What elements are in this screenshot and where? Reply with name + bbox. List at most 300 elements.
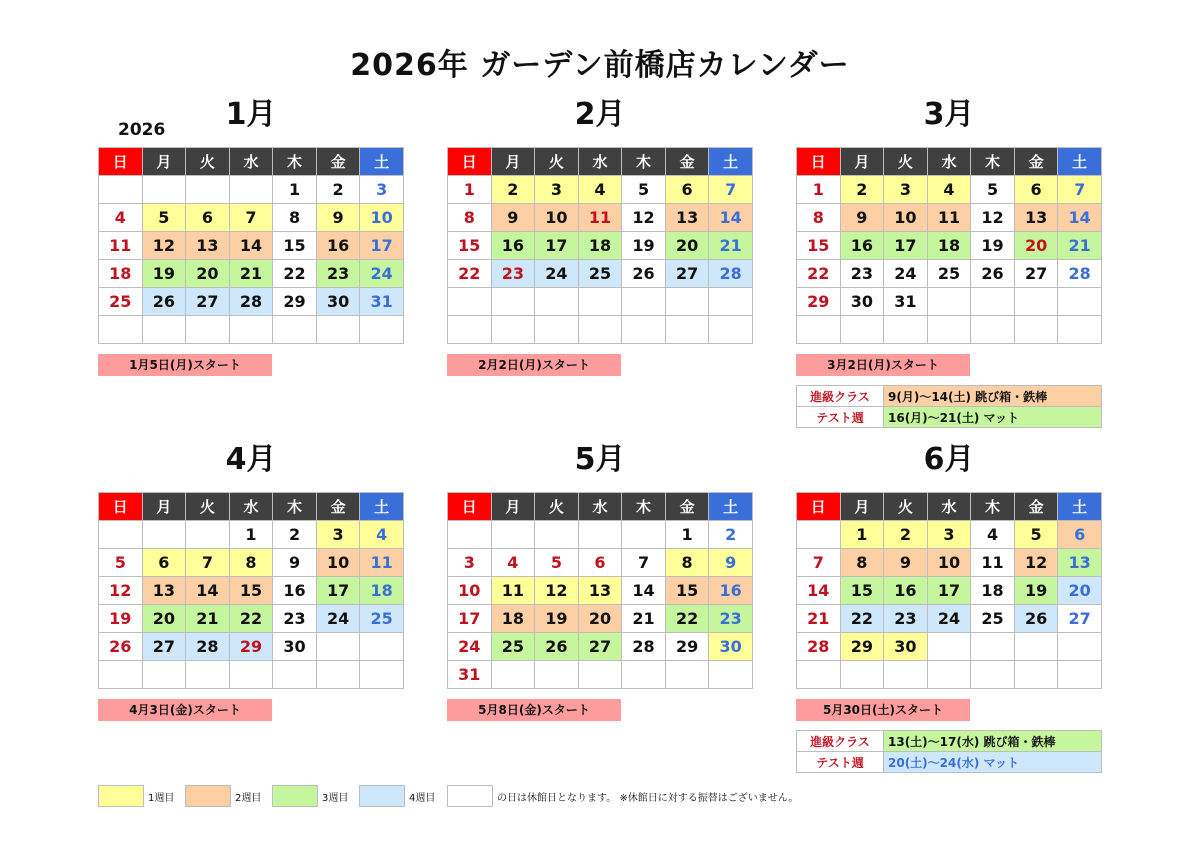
month-calendar [447,95,753,376]
day-cell [927,316,971,344]
schedule-text: 13(土)～17(水) 跳び箱・鉄棒 [884,731,1102,752]
day-cell [622,316,666,344]
day-cell [535,521,579,549]
week-row [99,577,404,605]
day-cell: 5 [142,204,186,232]
day-cell: 27 [578,633,622,661]
day-cell: 28 [622,633,666,661]
day-cell: 18 [971,577,1015,605]
legend-label: の日は休館日となります。 ※休館日に対する振替はございません。 [497,793,799,804]
day-cell: 21 [229,260,273,288]
day-cell: 18 [99,260,143,288]
day-cell: 14 [1058,204,1102,232]
start-date-label: 5月30日(土)スタート [796,699,970,721]
day-cell: 28 [186,633,230,661]
day-cell: 10 [535,204,579,232]
weekday-header: 日 [448,148,492,176]
week-row [797,577,1102,605]
week-row [448,288,753,316]
day-cell: 17 [316,577,360,605]
day-cell [186,661,230,689]
day-cell: 1 [797,176,841,204]
month-table [98,492,404,689]
day-cell: 6 [1014,176,1058,204]
weekday-header: 土 [709,148,753,176]
weekday-header: 水 [229,493,273,521]
day-cell: 18 [927,232,971,260]
month-name: 4月 [225,442,277,477]
day-cell: 2 [840,176,884,204]
week-row [797,633,1102,661]
day-cell: 22 [273,260,317,288]
day-cell: 12 [535,577,579,605]
week-row [99,633,404,661]
day-cell: 22 [665,605,709,633]
day-cell: 28 [1058,260,1102,288]
day-cell [535,288,579,316]
day-cell [578,288,622,316]
day-cell [622,288,666,316]
weekday-header: 金 [1014,148,1058,176]
day-cell: 23 [840,260,884,288]
day-cell: 12 [971,204,1015,232]
weekday-header: 火 [535,148,579,176]
day-cell [273,661,317,689]
day-cell: 5 [99,549,143,577]
day-cell: 13 [1058,549,1102,577]
week-row [448,260,753,288]
day-cell: 24 [535,260,579,288]
week-row [448,633,753,661]
day-cell: 26 [99,633,143,661]
day-cell: 19 [142,260,186,288]
day-cell: 7 [622,549,666,577]
day-cell [360,661,404,689]
week-row [448,577,753,605]
day-cell [448,316,492,344]
day-cell: 17 [535,232,579,260]
day-cell [491,661,535,689]
day-cell: 28 [709,260,753,288]
weekday-header: 金 [665,148,709,176]
day-cell: 16 [709,577,753,605]
day-cell: 26 [1014,605,1058,633]
weekday-header: 月 [840,148,884,176]
weekday-header: 金 [665,493,709,521]
day-cell [186,176,230,204]
day-cell: 13 [665,204,709,232]
day-cell: 20 [142,605,186,633]
day-cell: 23 [273,605,317,633]
legend-label: 1週目 [148,793,175,804]
day-cell [927,633,971,661]
day-cell: 31 [360,288,404,316]
day-cell: 16 [273,577,317,605]
weekday-header: 金 [316,493,360,521]
day-cell: 31 [448,661,492,689]
day-cell: 16 [491,232,535,260]
week-row [99,549,404,577]
day-cell [884,316,928,344]
month-name: 5月 [574,442,626,477]
day-cell [971,316,1015,344]
day-cell: 11 [578,204,622,232]
day-cell: 30 [273,633,317,661]
day-cell: 30 [709,633,753,661]
month-calendar [796,440,1102,773]
day-cell: 7 [797,549,841,577]
week-row [448,549,753,577]
week-row [448,521,753,549]
day-cell: 6 [142,549,186,577]
day-cell: 4 [578,176,622,204]
day-cell: 1 [229,521,273,549]
weekday-header: 月 [491,493,535,521]
week-row [797,288,1102,316]
day-cell: 15 [797,232,841,260]
day-cell: 29 [840,633,884,661]
schedule-label: テスト週 [797,407,884,428]
month-table [796,492,1102,689]
day-cell: 7 [1058,176,1102,204]
week-row [448,204,753,232]
day-cell: 3 [884,176,928,204]
day-cell: 26 [622,260,666,288]
day-cell [797,661,841,689]
day-cell: 16 [316,232,360,260]
day-cell: 21 [186,605,230,633]
day-cell [1058,288,1102,316]
weekday-header: 火 [884,493,928,521]
day-cell: 18 [578,232,622,260]
weekday-header: 火 [186,493,230,521]
day-cell [1058,633,1102,661]
weekday-header: 水 [578,493,622,521]
weekday-header: 日 [448,493,492,521]
day-cell: 14 [797,577,841,605]
day-cell: 21 [709,232,753,260]
day-cell [142,661,186,689]
start-date-label: 2月2日(月)スタート [447,354,621,376]
day-cell: 2 [316,176,360,204]
legend-label: 4週目 [409,793,436,804]
day-cell: 27 [186,288,230,316]
day-cell: 21 [797,605,841,633]
weekday-header: 土 [360,148,404,176]
day-cell: 21 [622,605,666,633]
day-cell: 7 [709,176,753,204]
day-cell [665,288,709,316]
day-cell [797,521,841,549]
week-row [448,316,753,344]
day-cell: 9 [316,204,360,232]
day-cell: 3 [360,176,404,204]
day-cell: 19 [971,232,1015,260]
week-row [99,176,404,204]
day-cell [186,316,230,344]
weekday-header: 水 [927,493,971,521]
week-row [99,316,404,344]
day-cell: 12 [622,204,666,232]
day-cell [578,521,622,549]
day-cell: 3 [927,521,971,549]
weekday-header: 金 [1014,493,1058,521]
day-cell [360,633,404,661]
day-cell [927,288,971,316]
day-cell: 24 [884,260,928,288]
day-cell: 19 [99,605,143,633]
start-date-label: 4月3日(金)スタート [98,699,272,721]
day-cell [709,661,753,689]
day-cell: 12 [142,232,186,260]
day-cell: 4 [927,176,971,204]
day-cell: 22 [448,260,492,288]
week-row [448,176,753,204]
day-cell: 23 [316,260,360,288]
day-cell: 11 [927,204,971,232]
legend-swatch [185,785,231,807]
day-cell: 25 [971,605,1015,633]
day-cell: 9 [884,549,928,577]
week-row [797,260,1102,288]
day-cell: 1 [840,521,884,549]
day-cell: 17 [884,232,928,260]
day-cell: 22 [840,605,884,633]
day-cell: 29 [665,633,709,661]
day-cell: 17 [360,232,404,260]
day-cell [840,316,884,344]
day-cell: 14 [622,577,666,605]
day-cell: 26 [971,260,1015,288]
day-cell: 23 [884,605,928,633]
day-cell: 20 [186,260,230,288]
day-cell [709,316,753,344]
day-cell: 9 [273,549,317,577]
day-cell: 26 [535,633,579,661]
day-cell [884,661,928,689]
day-cell: 25 [491,633,535,661]
start-date-label: 3月2日(月)スタート [796,354,970,376]
legend-label: 2週目 [235,793,262,804]
day-cell: 14 [186,577,230,605]
day-cell [229,316,273,344]
legend-swatch [359,785,405,807]
day-cell: 18 [491,605,535,633]
day-cell [316,661,360,689]
day-cell: 24 [448,633,492,661]
weekday-header: 月 [491,148,535,176]
day-cell: 3 [448,549,492,577]
weekday-header: 木 [273,493,317,521]
day-cell: 1 [665,521,709,549]
day-cell: 7 [229,204,273,232]
day-cell [448,288,492,316]
day-cell: 2 [273,521,317,549]
weekday-header: 月 [840,493,884,521]
day-cell: 31 [884,288,928,316]
day-cell: 15 [448,232,492,260]
day-cell: 1 [448,176,492,204]
day-cell: 13 [1014,204,1058,232]
week-row [797,521,1102,549]
day-cell: 3 [535,176,579,204]
day-cell: 18 [360,577,404,605]
month-calendar [447,440,753,721]
day-cell: 21 [1058,232,1102,260]
weekday-header: 木 [273,148,317,176]
day-cell [186,521,230,549]
weekday-header: 水 [927,148,971,176]
day-cell: 10 [316,549,360,577]
day-cell [229,661,273,689]
day-cell: 8 [229,549,273,577]
day-cell: 29 [797,288,841,316]
day-cell: 11 [491,577,535,605]
week-row [797,316,1102,344]
day-cell: 26 [142,288,186,316]
day-cell: 24 [316,605,360,633]
day-cell: 25 [578,260,622,288]
day-cell: 20 [1058,577,1102,605]
week-row [99,605,404,633]
schedule-label: テスト週 [797,752,884,773]
day-cell: 27 [142,633,186,661]
weekday-header: 木 [622,493,666,521]
day-cell: 13 [578,577,622,605]
day-cell: 6 [1058,521,1102,549]
week-row [797,204,1102,232]
day-cell [229,176,273,204]
day-cell: 4 [360,521,404,549]
month-calendar [796,95,1102,428]
week-row [99,288,404,316]
day-cell: 24 [927,605,971,633]
day-cell: 5 [1014,521,1058,549]
day-cell: 6 [186,204,230,232]
day-cell [316,633,360,661]
day-cell: 29 [273,288,317,316]
schedule-text: 9(月)～14(土) 跳び箱・鉄棒 [884,386,1102,407]
month-calendar [98,440,404,721]
schedule-text: 16(月)～21(土) マット [884,407,1102,428]
month-table [98,147,404,344]
day-cell: 4 [99,204,143,232]
day-cell: 6 [665,176,709,204]
month-name: 6月 [923,442,975,477]
start-date-label: 5月8日(金)スタート [447,699,621,721]
day-cell [99,316,143,344]
day-cell: 11 [360,549,404,577]
day-cell [665,316,709,344]
month-name: 1月 [225,97,277,132]
day-cell [99,521,143,549]
day-cell: 8 [273,204,317,232]
day-cell: 30 [884,633,928,661]
day-cell: 1 [273,176,317,204]
day-cell: 10 [448,577,492,605]
day-cell: 11 [971,549,1015,577]
day-cell: 27 [1014,260,1058,288]
day-cell: 17 [448,605,492,633]
day-cell: 9 [709,549,753,577]
day-cell [797,316,841,344]
month-calendar [98,95,404,376]
day-cell: 27 [1058,605,1102,633]
day-cell [709,288,753,316]
day-cell: 15 [229,577,273,605]
weekday-header: 日 [99,493,143,521]
weekday-header: 月 [142,148,186,176]
legend-label: 3週目 [322,793,349,804]
week-row [448,605,753,633]
page-title: 2026年 ガーデン前橋店カレンダー [350,48,850,83]
year-label: 2026 [118,120,166,140]
day-cell: 30 [316,288,360,316]
weekday-header: 水 [578,148,622,176]
weekday-header: 金 [316,148,360,176]
day-cell: 23 [491,260,535,288]
legend-swatch [98,785,144,807]
weekday-header: 火 [186,148,230,176]
day-cell [1014,316,1058,344]
weekday-header: 土 [1058,493,1102,521]
day-cell [535,661,579,689]
weekday-header: 火 [535,493,579,521]
day-cell [578,661,622,689]
weekday-header: 日 [797,148,841,176]
weekday-header: 日 [797,493,841,521]
day-cell: 9 [840,204,884,232]
weekday-header: 土 [709,493,753,521]
day-cell: 23 [709,605,753,633]
day-cell: 28 [797,633,841,661]
month-name: 2月 [574,97,626,132]
day-cell [142,176,186,204]
month-table [447,147,753,344]
day-cell [316,316,360,344]
day-cell: 12 [1014,549,1058,577]
day-cell [622,661,666,689]
day-cell [665,661,709,689]
day-cell: 8 [797,204,841,232]
day-cell: 24 [360,260,404,288]
weekday-header: 水 [229,148,273,176]
day-cell: 10 [884,204,928,232]
weekday-header: 土 [1058,148,1102,176]
week-row [797,176,1102,204]
schedule-label: 進級クラス [797,731,884,752]
weekday-header: 木 [622,148,666,176]
day-cell: 17 [927,577,971,605]
day-cell: 25 [360,605,404,633]
day-cell [491,316,535,344]
day-cell: 8 [448,204,492,232]
week-row [797,605,1102,633]
day-cell: 29 [229,633,273,661]
day-cell: 14 [709,204,753,232]
start-date-label: 1月5日(月)スタート [98,354,272,376]
day-cell [1014,661,1058,689]
day-cell: 2 [709,521,753,549]
day-cell: 10 [360,204,404,232]
day-cell: 10 [927,549,971,577]
day-cell [1058,316,1102,344]
day-cell: 4 [971,521,1015,549]
day-cell: 12 [99,577,143,605]
day-cell [1014,288,1058,316]
day-cell [971,288,1015,316]
day-cell: 9 [491,204,535,232]
